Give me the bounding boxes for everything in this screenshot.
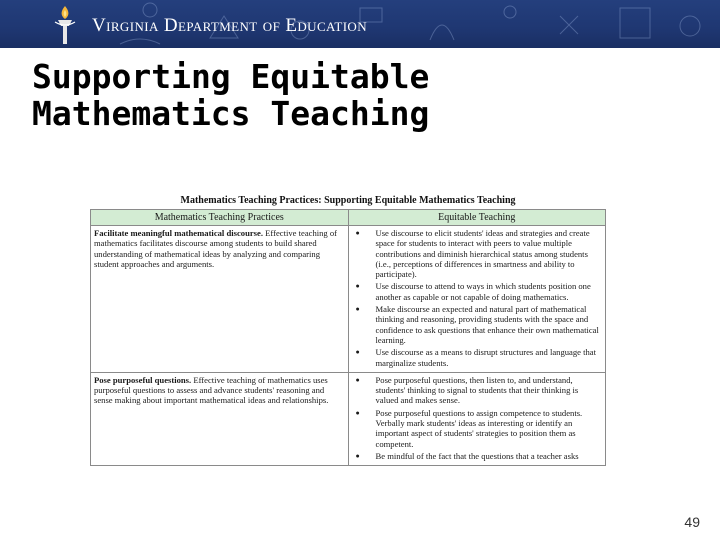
table-caption: Mathematics Teaching Practices: Supporting Equitable Mathematics Teaching <box>180 195 516 206</box>
slide-title <box>32 58 672 132</box>
torch-icon <box>52 4 78 46</box>
practice-description: Effective teaching of mathematics uses purposeful questions to assess and advance students' reasoning and sense making about important mathematical ideas and relationships. <box>94 374 329 406</box>
table-row <box>91 226 606 373</box>
agency-name: Virginia Department of Education <box>92 15 368 36</box>
teaching-practices-table <box>90 209 606 466</box>
header-banner <box>0 0 720 48</box>
table-row <box>91 372 606 465</box>
list-item: ● Use discourse as a means to disrupt structures and language that marginalize students. <box>376 347 603 368</box>
slide-title-line-2: Mathematics Teaching <box>32 94 430 133</box>
slide-title-line-1: Supporting Equitable <box>32 57 430 96</box>
list-item: ● Use discourse to elicit students' ideas and strategies and create space for students to interact with peers to value multiple contributions and diminish hierarchical status among students (i.e., perceptions of differences in smartness and ability to participate). <box>376 228 603 279</box>
practice-cell <box>91 372 349 465</box>
list-item: ● Pose purposeful questions, then listen to, and understand, students' thinking to signal to students that their thinking is valued and makes sense. <box>376 375 603 406</box>
list-item: ● Make discourse an expected and natural part of mathematical thinking and reasoning, providing students with the space and confidence to ask questions that enhance their own mathematical learning. <box>376 304 603 345</box>
equitable-cell <box>348 372 606 465</box>
practice-lead: Facilitate meaningful mathematical discourse. <box>94 228 263 238</box>
page-number: 49 <box>684 514 700 530</box>
list-item: ● Use discourse to attend to ways in which students position one another as capable or not capable of doing mathematics. <box>376 281 603 302</box>
practice-cell <box>91 226 349 373</box>
list-item: ● Pose purposeful questions to assign competence to students. Verbally mark students' ideas as interesting or identify an important aspect of students' strategies to position them as competent. <box>376 408 603 449</box>
equitable-cell <box>348 226 606 373</box>
practice-description: Effective teaching of mathematics facilitates discourse among students to build shared understanding of mathematical ideas by analyzing and comparing student approaches and arguments. <box>94 228 338 269</box>
bullet-list <box>352 375 603 461</box>
list-item: ● Be mindful of the fact that the questions that a teacher asks <box>376 451 603 461</box>
practice-lead: Pose purposeful questions. <box>94 374 192 385</box>
column-header-equitable: Equitable Teaching <box>348 210 606 226</box>
column-header-practices: Mathematics Teaching Practices <box>91 210 349 226</box>
table-header-row <box>91 210 606 226</box>
bullet-list <box>352 228 603 368</box>
document-excerpt <box>90 193 606 479</box>
